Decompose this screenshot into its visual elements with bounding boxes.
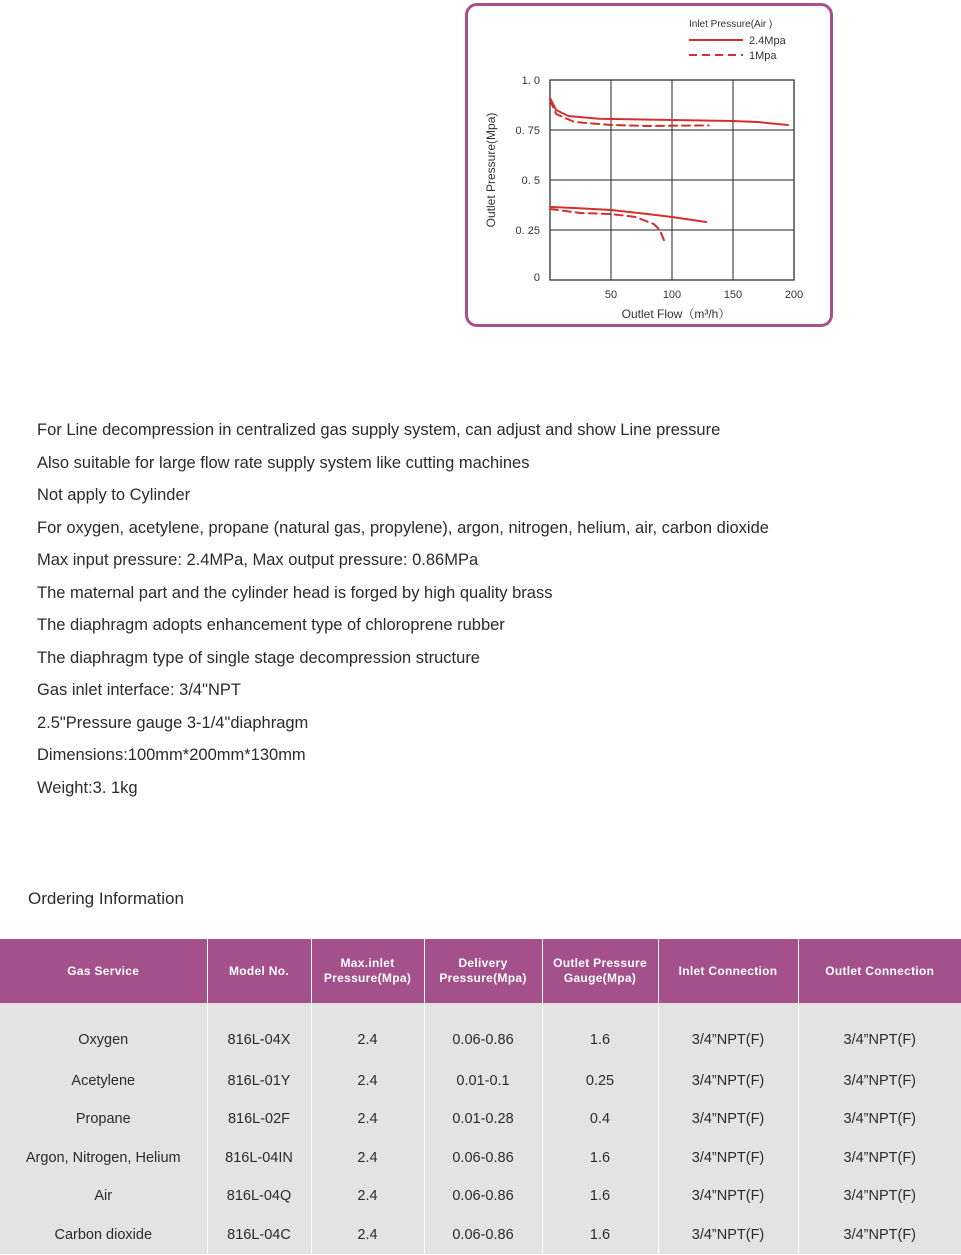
table-cell: 2.4 bbox=[311, 1177, 424, 1216]
y-tick-label: 1. 0 bbox=[521, 75, 540, 87]
table-cell: 816L-04C bbox=[207, 1215, 311, 1254]
table-row bbox=[0, 1100, 961, 1139]
column-header-text: Outlet Connection bbox=[825, 963, 935, 978]
table-cell: 0.01-0.28 bbox=[424, 1100, 542, 1139]
column-header bbox=[311, 939, 424, 1003]
table-cell: Air bbox=[0, 1177, 207, 1216]
column-header bbox=[207, 939, 311, 1003]
x-tick-label: 50 bbox=[604, 289, 618, 301]
table-cell: 0.4 bbox=[542, 1100, 658, 1139]
table-cell: 1.6 bbox=[542, 1215, 658, 1254]
ordering-table bbox=[0, 939, 961, 1254]
table-cell: 3/4”NPT(F) bbox=[658, 1215, 798, 1254]
table-cell: 1.6 bbox=[542, 1003, 658, 1061]
column-header-text: Inlet Connection bbox=[678, 963, 778, 978]
table-cell: 3/4”NPT(F) bbox=[658, 1138, 798, 1177]
column-header-text: Outlet Pressure bbox=[553, 956, 647, 970]
x-tick-label: 150 bbox=[723, 289, 743, 301]
y-tick-label: 0. 75 bbox=[515, 125, 540, 137]
column-header bbox=[424, 939, 542, 1003]
table-cell: 2.4 bbox=[311, 1138, 424, 1177]
table-cell: 3/4”NPT(F) bbox=[658, 1003, 798, 1061]
table-row bbox=[0, 1061, 961, 1100]
table-cell: 3/4”NPT(F) bbox=[798, 1061, 961, 1100]
feature-item: Weight:3. 1kg bbox=[37, 778, 138, 797]
table-cell: 2.4 bbox=[311, 1003, 424, 1061]
table-row bbox=[0, 1138, 961, 1177]
column-header-text: Gas Service bbox=[67, 963, 140, 978]
table-cell: 0.06-0.86 bbox=[424, 1003, 542, 1061]
table-cell: 816L-04IN bbox=[207, 1138, 311, 1177]
table-cell: Carbon dioxide bbox=[0, 1215, 207, 1254]
table-cell: 816L-02F bbox=[207, 1100, 311, 1139]
feature-item: For oxygen, acetylene, propane (natural gas, propylene), argon, nitrogen, helium, air, carbon dioxide bbox=[37, 518, 769, 537]
column-header-text: Pressure(Mpa) bbox=[439, 971, 527, 985]
table-cell: 1.6 bbox=[542, 1177, 658, 1216]
legend-title: Inlet Pressure(Air ) bbox=[689, 19, 773, 30]
column-header bbox=[542, 939, 658, 1003]
table-cell: 1.6 bbox=[542, 1138, 658, 1177]
column-header-text: Pressure(Mpa) bbox=[323, 971, 412, 985]
x-tick-label: 200 bbox=[784, 289, 804, 301]
table-cell: 3/4”NPT(F) bbox=[798, 1100, 961, 1139]
table-cell: 2.4 bbox=[311, 1215, 424, 1254]
feature-item: Max input pressure: 2.4MPa, Max output pressure: 0.86MPa bbox=[37, 551, 479, 569]
feature-item: Gas inlet interface: 3/4"NPT bbox=[37, 681, 241, 699]
legend-label: 1Mpa bbox=[749, 50, 777, 62]
series-line-2-4mpa bbox=[550, 207, 706, 222]
column-header-text: Model No. bbox=[228, 963, 290, 978]
column-header-text: Delivery bbox=[458, 956, 508, 970]
table-cell: Acetylene bbox=[0, 1061, 207, 1100]
table-cell: 0.01-0.1 bbox=[424, 1061, 542, 1100]
table-header-row bbox=[0, 939, 961, 1003]
table-cell: 2.4 bbox=[311, 1061, 424, 1100]
table-cell: 816L-04X bbox=[207, 1003, 311, 1061]
table-cell: 0.25 bbox=[542, 1061, 658, 1100]
table-row bbox=[0, 1177, 961, 1216]
pressure-flow-chart bbox=[465, 3, 833, 327]
table-cell: 3/4”NPT(F) bbox=[798, 1215, 961, 1254]
column-header bbox=[0, 939, 207, 1003]
table-row bbox=[0, 1003, 961, 1061]
column-header bbox=[798, 939, 961, 1003]
table-cell: 3/4”NPT(F) bbox=[798, 1138, 961, 1177]
legend-label: 2.4Mpa bbox=[749, 35, 786, 47]
table-row bbox=[0, 1215, 961, 1254]
feature-item: Not apply to Cylinder bbox=[37, 486, 191, 504]
column-header bbox=[658, 939, 798, 1003]
column-header-text: Max.inlet bbox=[340, 956, 395, 970]
y-tick-label: 0 bbox=[533, 272, 540, 284]
feature-item: The diaphragm type of single stage decompression structure bbox=[37, 648, 480, 667]
feature-item: 2.5"Pressure gauge 3-1/4"diaphragm bbox=[37, 713, 309, 732]
x-axis-title: Outlet Flow（m³/h） bbox=[621, 307, 731, 321]
table-cell: 3/4”NPT(F) bbox=[658, 1100, 798, 1139]
y-tick-label: 0. 5 bbox=[521, 175, 540, 187]
feature-item: The maternal part and the cylinder head is forged by high quality brass bbox=[37, 583, 553, 602]
column-header-text: Gauge(Mpa) bbox=[563, 971, 637, 985]
series-line-1mpa bbox=[550, 100, 709, 126]
table-cell: 0.06-0.86 bbox=[424, 1177, 542, 1216]
y-axis-title: Outlet Pressure(Mpa) bbox=[484, 112, 498, 228]
feature-list bbox=[37, 414, 769, 804]
table-cell: 2.4 bbox=[311, 1100, 424, 1139]
x-tick-label: 100 bbox=[662, 289, 682, 301]
table-cell: Propane bbox=[0, 1100, 207, 1139]
feature-item: Dimensions:100mm*200mm*130mm bbox=[37, 746, 306, 764]
table-cell: 3/4”NPT(F) bbox=[798, 1003, 961, 1061]
table-cell: 3/4”NPT(F) bbox=[658, 1061, 798, 1100]
table-cell: 816L-01Y bbox=[207, 1061, 311, 1100]
feature-item: Also suitable for large flow rate supply system like cutting machines bbox=[37, 453, 530, 472]
table-cell: 3/4”NPT(F) bbox=[658, 1177, 798, 1216]
y-tick-label: 0. 25 bbox=[515, 225, 540, 237]
feature-item: For Line decompression in centralized gas supply system, can adjust and show Line pressure bbox=[37, 421, 721, 439]
ordering-title: Ordering Information bbox=[28, 889, 184, 908]
table-cell: 3/4”NPT(F) bbox=[798, 1177, 961, 1216]
table-cell: Oxygen bbox=[0, 1003, 207, 1061]
table-cell: 0.06-0.86 bbox=[424, 1138, 542, 1177]
feature-item: The diaphragm adopts enhancement type of chloroprene rubber bbox=[37, 616, 505, 634]
chart-svg bbox=[468, 6, 836, 330]
table-cell: 816L-04Q bbox=[207, 1177, 311, 1216]
table-cell: Argon, Nitrogen, Helium bbox=[0, 1138, 207, 1177]
series-line-2-4mpa bbox=[550, 98, 788, 125]
table-cell: 0.06-0.86 bbox=[424, 1215, 542, 1254]
